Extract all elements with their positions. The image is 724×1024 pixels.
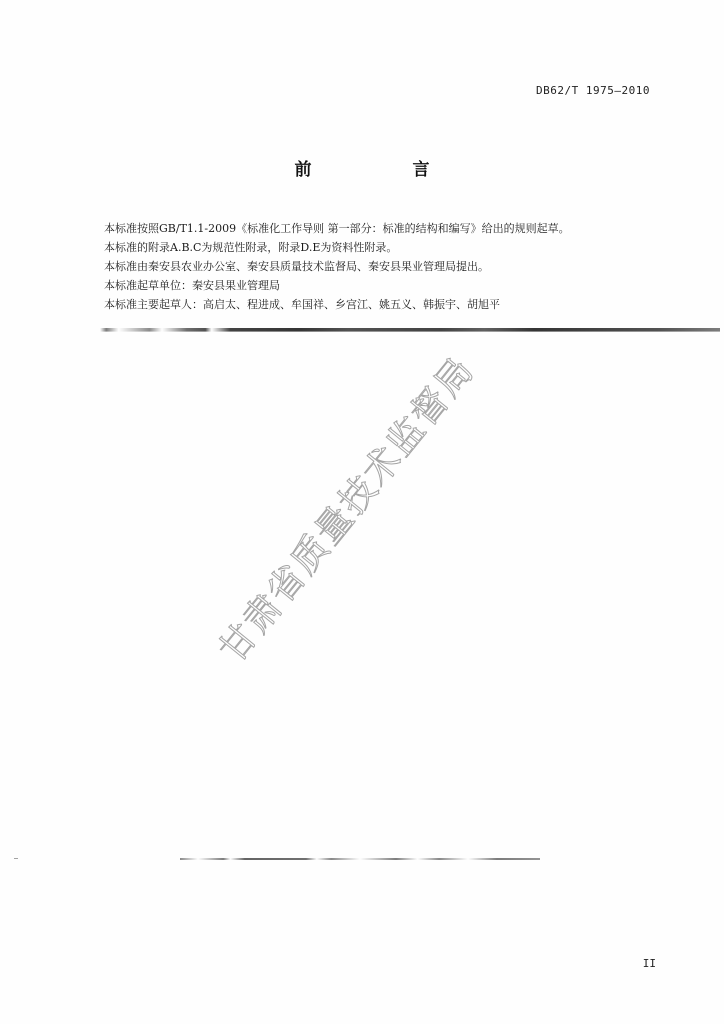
foreword-body — [104, 219, 664, 314]
foreword-line-drafters: 本标准主要起草人：高启太、程进成、牟国祥、乡宫江、姚五义、韩振宇、胡旭平 — [104, 298, 500, 311]
section-divider-shadow — [100, 331, 720, 332]
scan-artifact-mark — [14, 858, 18, 859]
standard-code: DB62/T 1975—2010 — [536, 84, 650, 97]
foreword-line-drafting-rules: 本标准按照GB/T1.1-2009《标准化工作导则 第一部分：标准的结构和编写》给出的规则起草。 — [104, 222, 570, 235]
foreword-line-proposer: 本标准由秦安县农业办公室、秦安县质量技术监督局、秦安县果业管理局提出。 — [104, 260, 489, 273]
watermark: 甘肃省质量技术监督局 — [211, 349, 483, 671]
bottom-divider — [180, 858, 540, 860]
foreword-line-drafting-unit: 本标准起草单位：秦安县果业管理局 — [104, 279, 280, 292]
foreword-line-appendices: 本标准的附录A.B.C为规范性附录，附录D.E为资料性附录。 — [104, 241, 398, 254]
page-number: II — [642, 957, 656, 970]
page-title: 前 言 — [294, 160, 472, 180]
